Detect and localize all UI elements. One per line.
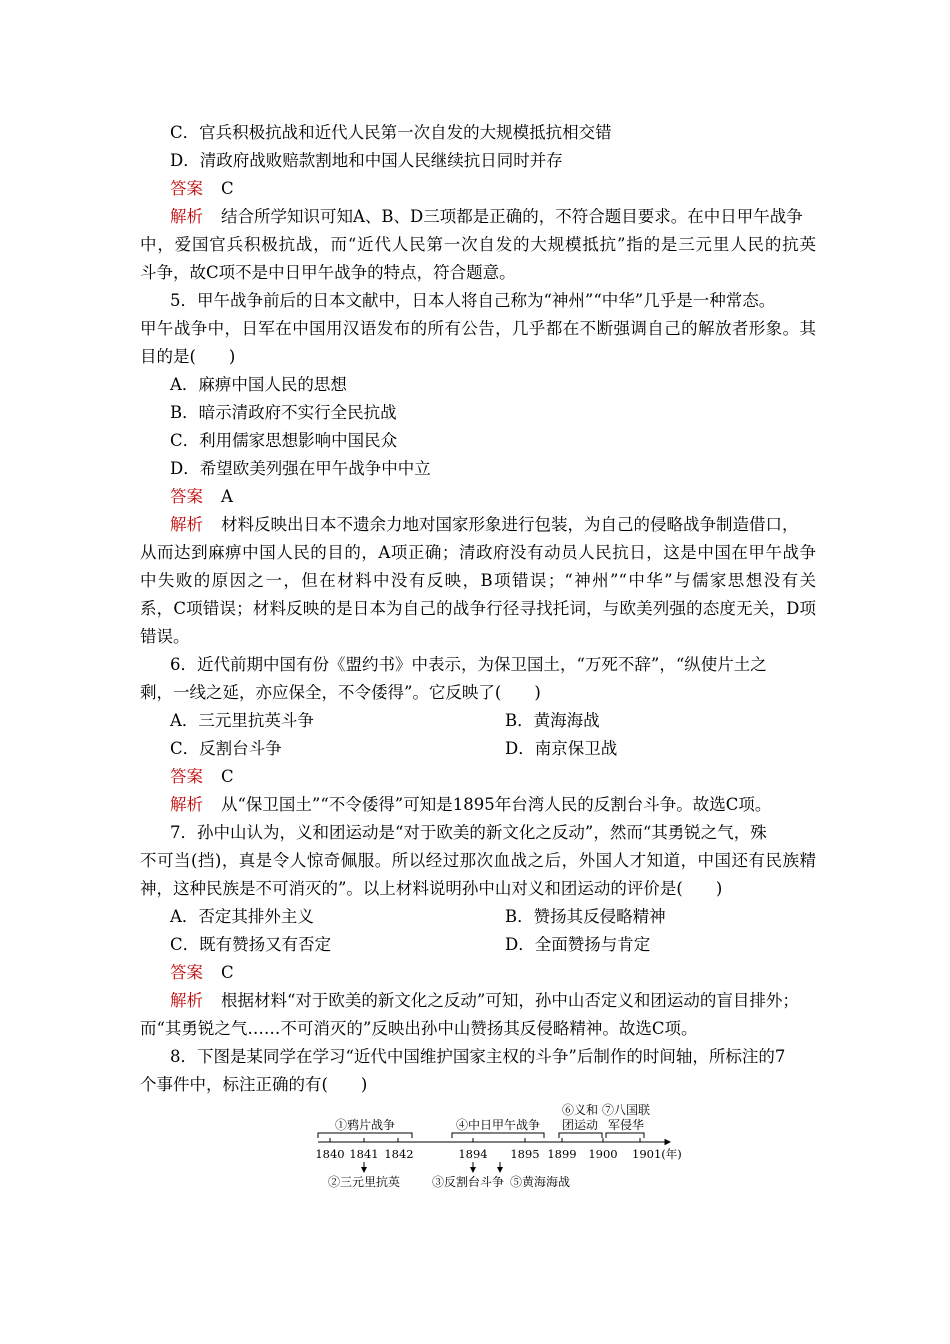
analysis-label: 解析 [170,795,203,814]
event-label-sino-japanese-war: ④中日甲午战争 [455,1118,541,1132]
q5-answer [170,486,233,508]
q7-option-a: A．否定其排外主义 [170,907,314,926]
year-label: 1840 [315,1147,345,1161]
q5-analysis-line: 系，C项错误；材料反映的是日本为自己的战争行径寻找托词，与欧美列强的态度无关，D项 [140,599,816,618]
q5-option-d: D．希望欧美列强在甲午战争中中立 [170,459,431,478]
q5-analysis-line: 从而达到麻痹中国人民的目的，A项正确；清政府没有动员人民抗日，这是中国在甲午战争 [140,543,816,562]
analysis-label: 解析 [170,207,203,226]
q6-answer [170,766,234,788]
event-label-eight-nation-2: 军侵华 [607,1118,645,1132]
year-label: 1842 [384,1147,414,1161]
q4-answer [170,178,234,200]
answer-value: C [221,767,234,786]
event-label-yellow-sea: ⑤黄海海战 [509,1175,571,1189]
year-label: 1895 [510,1147,540,1161]
q5-stem-line: 5．甲午战争前后的日本文献中，日本人将自己称为“神州”“中华”几乎是一种常态。 [170,291,776,310]
q7-answer [170,962,234,984]
bracket-opium-war [318,1133,412,1138]
q6-option-d: D．南京保卫战 [505,739,618,758]
q7-option-c: C．既有赞扬又有否定 [170,935,332,954]
q4-option-d: D．清政府战败赔款割地和中国人民继续抗日同时并存 [170,151,563,170]
q4-analysis-line: 斗争，故C项不是中日甲午战争的特点，符合题意。 [140,263,516,282]
analysis-text: 根据材料“对于欧美的新文化之反动”可知，孙中山否定义和团运动的盲目排外； [221,991,799,1010]
q5-stem-line: 甲午战争中，日军在中国用汉语发布的所有公告，几乎都在不断强调自己的解放者形象。其 [140,319,816,338]
q7-stem-line: 不可当(挡)，真是令人惊奇佩服。所以经过那次血战之后，外国人才知道，中国还有民族精 [140,851,816,870]
q7-analysis-line [170,990,799,1012]
q8-stem-line: 个事件中，标注正确的有( ) [140,1075,368,1094]
event-label-boxer-2: 团运动 [561,1118,599,1132]
event-label-sanyuanli: ②三元里抗英 [327,1175,401,1189]
event-label-boxer-1: ⑥义和 [561,1103,599,1117]
timeline-figure [300,1100,700,1200]
q5-option-a: A．麻痹中国人民的思想 [170,375,347,394]
year-label: 1899 [547,1147,577,1161]
event-label-eight-nation-1: ⑦八国联 [601,1103,651,1117]
answer-label: 答案 [170,767,203,786]
q5-analysis-line [170,514,799,536]
year-label: 1900 [588,1147,618,1161]
analysis-label: 解析 [170,991,203,1010]
analysis-label: 解析 [170,515,203,534]
q7-stem-line: 7．孙中山认为，义和团运动是“对于欧美的新文化之反动”，然而“其勇锐之气，殊 [170,823,767,842]
answer-value: C [221,963,234,982]
analysis-text: 从“保卫国土”“不令倭得”可知是1895年台湾人民的反割台斗争。故选C项。 [221,795,772,814]
q6-analysis-line [170,794,771,816]
q6-option-b: B．黄海海战 [505,711,600,730]
q7-option-b: B．赞扬其反侵略精神 [505,907,666,926]
q7-stem-line: 神，这种民族是不可消灭的”。以上材料说明孙中山对义和团运动的评价是( ) [140,879,723,898]
bracket-sino-japanese-war [452,1133,544,1138]
analysis-text: 结合所学知识可知A、B、D三项都是正确的，不符合题目要求。在中日甲午战争 [221,207,803,226]
q5-analysis-line: 错误。 [140,627,190,646]
answer-value: C [221,179,234,198]
q6-option-a: A．三元里抗英斗争 [170,711,314,730]
q6-option-c: C．反割台斗争 [170,739,282,758]
q6-stem-line: 6．近代前期中国有份《盟约书》中表示，为保卫国土，“万死不辞”，“纵使片土之 [170,655,767,674]
event-label-anti-cession: ③反割台斗争 [431,1175,505,1189]
answer-label: 答案 [170,179,203,198]
q4-analysis-line [170,206,803,228]
year-label: 1894 [458,1147,488,1161]
bracket-boxer-movement [559,1133,602,1138]
q4-option-c: C．官兵积极抗战和近代人民第一次自发的大规模抵抗相交错 [170,123,612,142]
analysis-text: 材料反映出日本不遗余力地对国家形象进行包装，为自己的侵略战争制造借口， [221,515,799,534]
answer-label: 答案 [170,963,203,982]
q6-stem-line: 剩，一线之延，亦应保全，不令倭得”。它反映了( ) [140,683,541,702]
q5-option-c: C．利用儒家思想影响中国民众 [170,431,398,450]
answer-value: A [221,487,233,506]
year-label: 1901(年) [632,1147,682,1161]
q5-stem-line: 目的是( ) [140,347,236,366]
year-label: 1841 [349,1147,379,1161]
q8-stem-line: 8．下图是某同学在学习“近代中国维护国家主权的斗争”后制作的时间轴，所标注的7 [170,1047,786,1066]
axis-ticks [330,1138,640,1142]
event-label-opium-war: ①鸦片战争 [334,1118,396,1132]
q4-analysis-line: 中，爱国官兵积极抗战，而“近代人民第一次自发的大规模抵抗”指的是三元里人民的抗英 [140,235,816,254]
q7-analysis-line: 而“其勇锐之气……不可消灭的”反映出孙中山赞扬其反侵略精神。故选C项。 [140,1019,698,1038]
q5-analysis-line: 中失败的原因之一，但在材料中没有反映，B项错误；“神州”“中华”与儒家思想没有关 [140,571,816,590]
q7-option-d: D．全面赞扬与肯定 [505,935,651,954]
bracket-eight-nation [606,1133,644,1138]
q6-options-row-1 [170,710,314,732]
answer-label: 答案 [170,487,203,506]
q5-option-b: B．暗示清政府不实行全民抗战 [170,403,397,422]
